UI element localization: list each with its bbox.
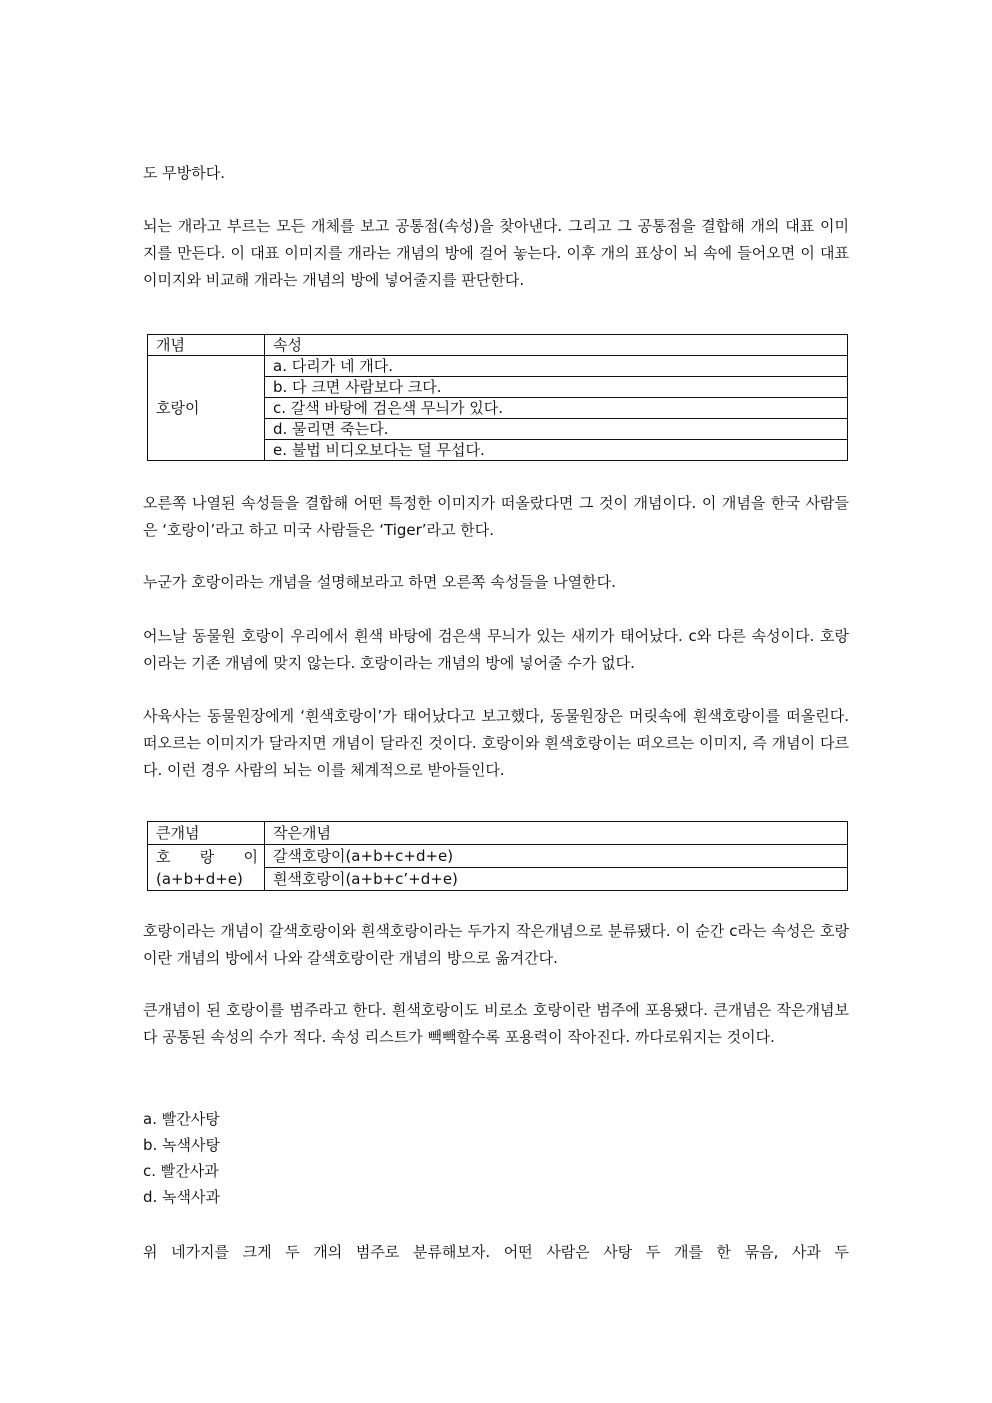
list-item: d. 녹색사과 <box>143 1188 221 1206</box>
big-concept-char: 이 <box>243 847 258 866</box>
paragraph-grouping: 위 네가지를 크게 두 개의 범주로 분류해보자. 어떤 사람은 사탕 두 개를 한 묶음, 사과 두 <box>143 1243 849 1261</box>
header-concept: 개념 <box>148 335 265 356</box>
list-item: c. 빨간사과 <box>143 1162 219 1180</box>
small-concept-cell: 흰색호랑이(a+b+c’+d+e) <box>265 868 848 891</box>
big-concept-char: 호 <box>156 847 171 866</box>
big-concept-char: 랑 <box>199 847 215 866</box>
list-item: a. 빨간사탕 <box>143 1110 220 1128</box>
header-big-concept: 큰개념 <box>148 822 265 845</box>
header-small-concept: 작은개념 <box>265 822 848 845</box>
header-attribute: 속성 <box>265 335 848 356</box>
attribute-cell: e. 불법 비디오보다는 덜 무섭다. <box>265 440 848 461</box>
paragraph-intro: 도 무방하다. <box>143 164 225 182</box>
list-item: b. 녹색사탕 <box>143 1136 221 1154</box>
small-concept-cell: 갈색호랑이(a+b+c+d+e) <box>265 845 848 868</box>
attribute-cell: a. 다리가 네 개다. <box>265 356 848 377</box>
big-concept-name <box>156 846 264 868</box>
attribute-cell: d. 물리면 죽는다. <box>265 419 848 440</box>
tiger-attributes-table <box>147 334 848 461</box>
paragraph-concept-room: 뇌는 개라고 부르는 모든 개체를 보고 공통점(속성)을 찾아낸다. 그리고 그 공통점을 결합해 개의 대표 이미지를 만든다. 이 대표 이미지를 개라는 개념의 방에 걸어 놓는다. 이후 개의 표상이 뇌 속에 들어오면 이 대표 이미지와 비교해 개라는 개념의 방에 넣어줄지를 판단한다. <box>143 217 849 289</box>
table-header-row <box>148 822 848 845</box>
attribute-cell: c. 갈색 바탕에 검은색 무늬가 있다. <box>265 398 848 419</box>
paragraph-concept-definition: 오른쪽 나열된 속성들을 결합해 어떤 특정한 이미지가 떠올랐다면 그 것이 개념이다. 이 개념을 한국 사람들은 ‘호랑이’라고 하고 미국 사람들은 ‘Tiger’라고 한다. <box>143 494 849 539</box>
paragraph-explain: 누군가 호랑이라는 개념을 설명해보라고 하면 오른쪽 속성들을 나열한다. <box>143 573 616 591</box>
category-table <box>147 821 848 891</box>
big-concept-cell <box>148 845 265 891</box>
paragraph-classification: 호랑이라는 개념이 갈색호랑이와 흰색호랑이라는 두가지 작은개념으로 분류됐다. 이 순간 c라는 속성은 호랑이란 개념의 방에서 나와 갈색호랑이란 개념의 방으로 옮겨간다. <box>143 922 849 967</box>
paragraph-white-tiger: 사육사는 동물원장에게 ‘흰색호랑이’가 태어났다고 보고했다, 동물원장은 머릿속에 흰색호랑이를 떠올린다. 떠오르는 이미지가 달라지면 개념이 달라진 것이다. 호랑이와 흰색호랑이는 떠오르는 이미지, 즉 개념이 다르다. 이런 경우 사람의 뇌는 이를 체계적으로 받아들인다. <box>143 707 849 779</box>
table-header-row <box>148 335 848 356</box>
table-row <box>148 356 848 377</box>
big-concept-formula: (a+b+d+e) <box>156 869 243 888</box>
attribute-cell: b. 다 크면 사람보다 크다. <box>265 377 848 398</box>
paragraph-white-cub: 어느날 동물원 호랑이 우리에서 흰색 바탕에 검은색 무늬가 있는 새끼가 태어났다. c와 다른 속성이다. 호랑이라는 기존 개념에 맞지 않는다. 호랑이라는 개념의 방에 넣어줄 수가 없다. <box>143 627 849 672</box>
table-row <box>148 845 848 868</box>
paragraph-category: 큰개념이 된 호랑이를 범주라고 한다. 흰색호랑이도 비로소 호랑이란 범주에 포용됐다. 큰개념은 작은개념보다 공통된 속성의 수가 적다. 속성 리스트가 빽빽할수록 포용력이 작아진다. 까다로워지는 것이다. <box>143 1001 849 1046</box>
concept-cell: 호랑이 <box>148 356 265 461</box>
